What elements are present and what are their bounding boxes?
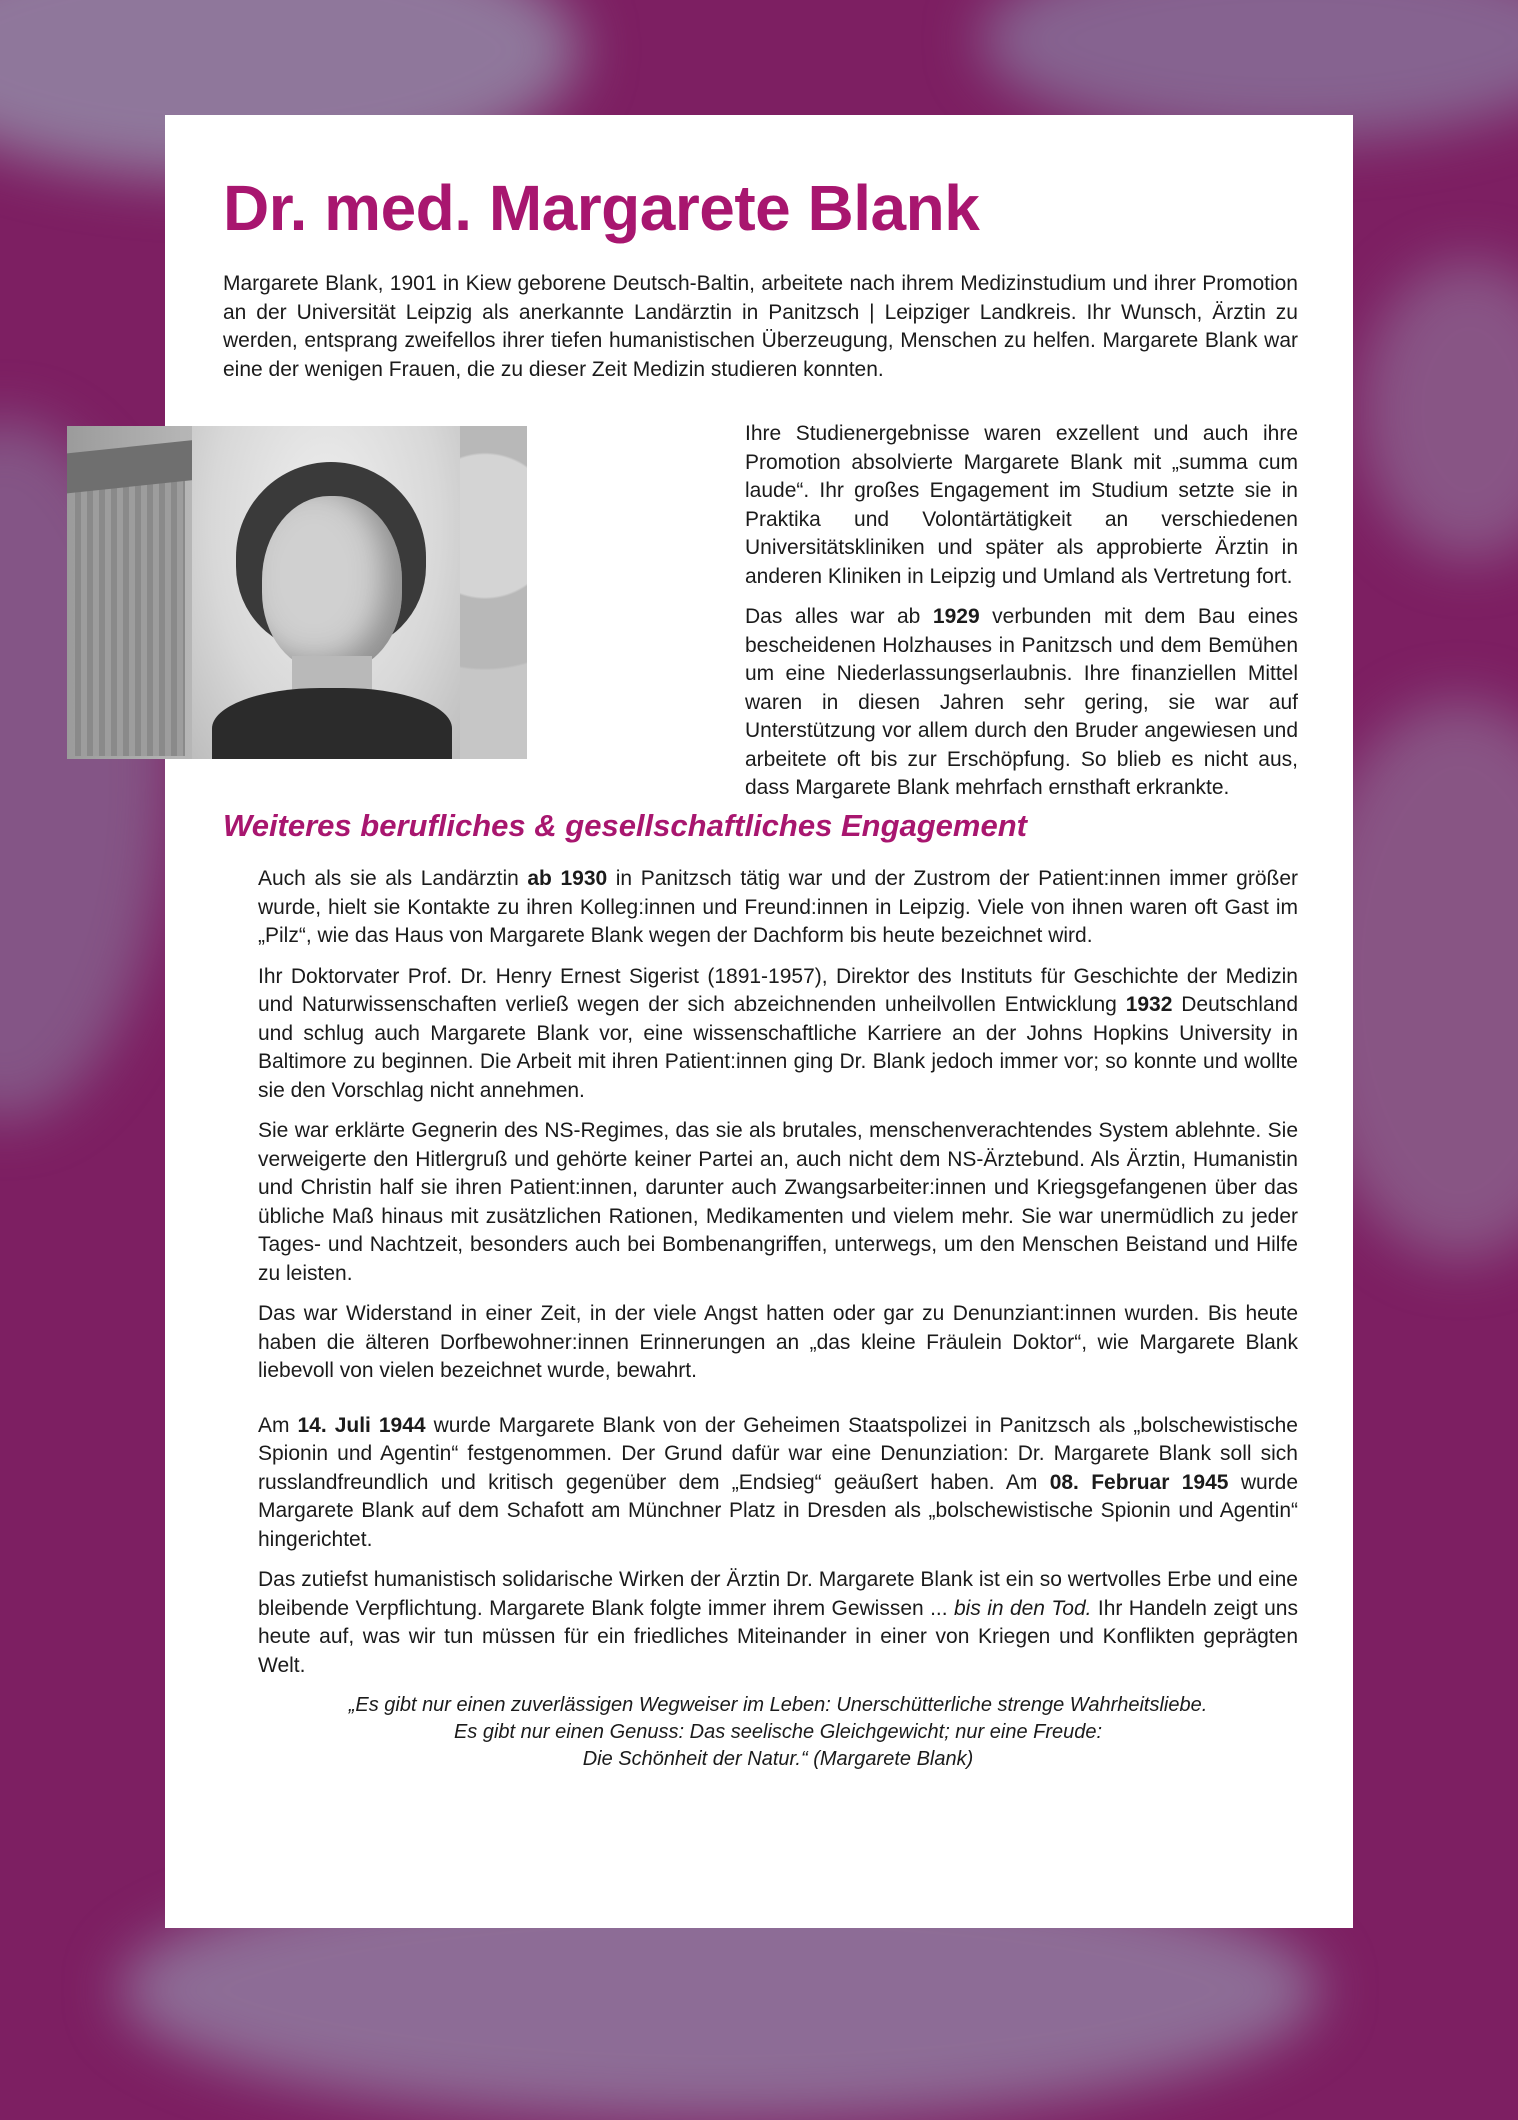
body-text	[258, 865, 1298, 1785]
studies-paragraph: Ihre Studienergebnisse waren exzellent und auch ihre Promotion absolvierte Margarete Blank mit „summa cum laude“. Ihr großes Engagement im Studium setzte sie in Praktika und Volontärtätigkeit an verschiedenen Universitätskliniken und später als approbierte Ärztin in anderen Kliniken in Leipzig und Umland als Vertretung fort.	[745, 422, 1298, 588]
background-texture	[1360, 260, 1518, 560]
portrait-body	[212, 688, 452, 759]
content-panel	[165, 115, 1353, 1928]
body-paragraph-4: Das war Widerstand in einer Zeit, in der viele Angst hatten oder gar zu Denunziant:innen wurden. Bis heute haben die älteren Dorfbewohner:innen Erinnerungen an „das kleine Fräulein Doktor“, wie Margarete Blank liebevoll von vielen bezeichnet wurde, bewahrt.	[258, 1302, 1298, 1382]
quote	[258, 1692, 1298, 1773]
portrait-face	[262, 496, 402, 671]
body-paragraph-3: Sie war erklärte Gegnerin des NS-Regimes, das sie als brutales, menschenverachtendes System ablehnte. Sie verweigerte den Hitlergruß und gehörte keiner Partei an, auch nicht dem NS-Ärztebund. Als Ärztin, Humanistin und Christin half sie ihren Patient:innen, darunter auch Zwangsarbeiter:innen und Kriegsgefangenen über das übliche Maß hinaus mit zusätzlichen Rationen, Medikamenten und vielem mehr. Sie war unermüdlich zu jeder Tages- und Nachtzeit, besonders auch bei Bombenangriffen, unterwegs, um den Menschen Beistand und Hilfe zu leisten.	[258, 1119, 1298, 1285]
portrait-image	[192, 426, 460, 759]
quote-line-1: „Es gibt nur einen zuverlässigen Wegweiser im Leben: Unerschütterliche strenge Wahrheitsliebe.	[348, 1694, 1208, 1716]
body-paragraph-2: Ihr Doktorvater Prof. Dr. Henry Ernest Sigerist (1891-1957), Direktor des Instituts für Geschichte der Medizin und Naturwissenschaften verließ wegen der sich abzeichnenden unheilvollen Entwicklung 1932 Deutschland und schlug auch Margarete Blank vor, eine wissenschaftliche Karriere an der Johns Hopkins University in Baltimore zu beginnen. Die Arbeit mit ihren Patient:innen ging Dr. Blank jedoch immer vor; so konnte und wollte sie den Vorschlag nicht annehmen.	[258, 964, 1299, 1102]
wooden-house-image	[75, 476, 185, 756]
right-column	[745, 420, 1298, 815]
house-paragraph: Das alles war ab 1929 verbunden mit dem Bau eines bescheidenen Holzhauses in Panitzsch und dem Bemühen um eine Niederlassungserlaubnis. Ihre finanziellen Mittel waren in diesen Jahren sehr gering, sie war auf Unterstützung vor allem durch den Bruder angewiesen und arbeitete oft bis zur Erschöpfung. So blieb es nicht aus, dass Margarete Blank mehrfach ernsthaft erkrankte.	[745, 605, 1298, 799]
intro-paragraph: Margarete Blank, 1901 in Kiew geborene Deutsch-Baltin, arbeitete nach ihrem Medizinstudium und ihrer Promotion an der Universität Leipzig als anerkannte Landärztin in Panitzsch | Leipziger Landkreis. Ihr Wunsch, Ärztin zu werden, entsprang zweifellos ihrer tiefen humanistischen Überzeugung, Menschen zu helfen. Margarete Blank war eine der wenigen Frauen, die zu dieser Zeit Medizin studieren konnten.	[223, 272, 1298, 381]
house-roof	[67, 439, 207, 494]
body-paragraph-5: Am 14. Juli 1944 wurde Margarete Blank von der Geheimen Staatspolizei in Panitzsch als „bolschewistische Spionin und Agentin“ festgenommen. Der Grund dafür war eine Denunziation: Dr. Margarete Blank soll sich russlandfreundlich und kritisch gegenüber dem „Endsieg“ geäußert haben. Am 08. Februar 1945 wurde Margarete Blank auf dem Schafott am Münchner Platz in Dresden als „bolschewistische Spionin und Agentin“ hingerichtet.	[258, 1413, 1299, 1551]
body-paragraph-6: Das zutiefst humanistisch solidarische Wirken der Ärztin Dr. Margarete Blank ist ein so wertvolles Erbe und eine bleibende Verpflichtung. Margarete Blank folgte immer ihrem Gewissen ... bis in den Tod. Ihr Handeln zeigt uns heute auf, was wir tun müssen für ein friedliches Miteinander in einer von Kriegen und Konflikten geprägten Welt.	[258, 1568, 1298, 1677]
portrait-photo	[67, 426, 527, 759]
quote-line-3: Die Schönheit der Natur.“ (Margarete Blank)	[582, 1748, 974, 1770]
body-paragraph-1: Auch als sie als Landärztin ab 1930 in Panitzsch tätig war und der Zustrom der Patient:innen immer größer wurde, hielt sie Kontakte zu ihren Kolleg:innen und Freund:innen in Leipzig. Viele von ihnen waren oft Gast im „Pilz“, wie das Haus von Margarete Blank wegen der Dachform bis heute bezeichnet wird.	[258, 867, 1299, 947]
section-heading: Weiteres berufliches & gesellschaftliches Engagement	[223, 808, 1027, 843]
trees-image	[457, 426, 527, 759]
page-title: Dr. med. Margarete Blank	[223, 172, 980, 244]
quote-line-2: Es gibt nur einen Genuss: Das seelische Gleichgewicht; nur eine Freude:	[453, 1721, 1103, 1743]
